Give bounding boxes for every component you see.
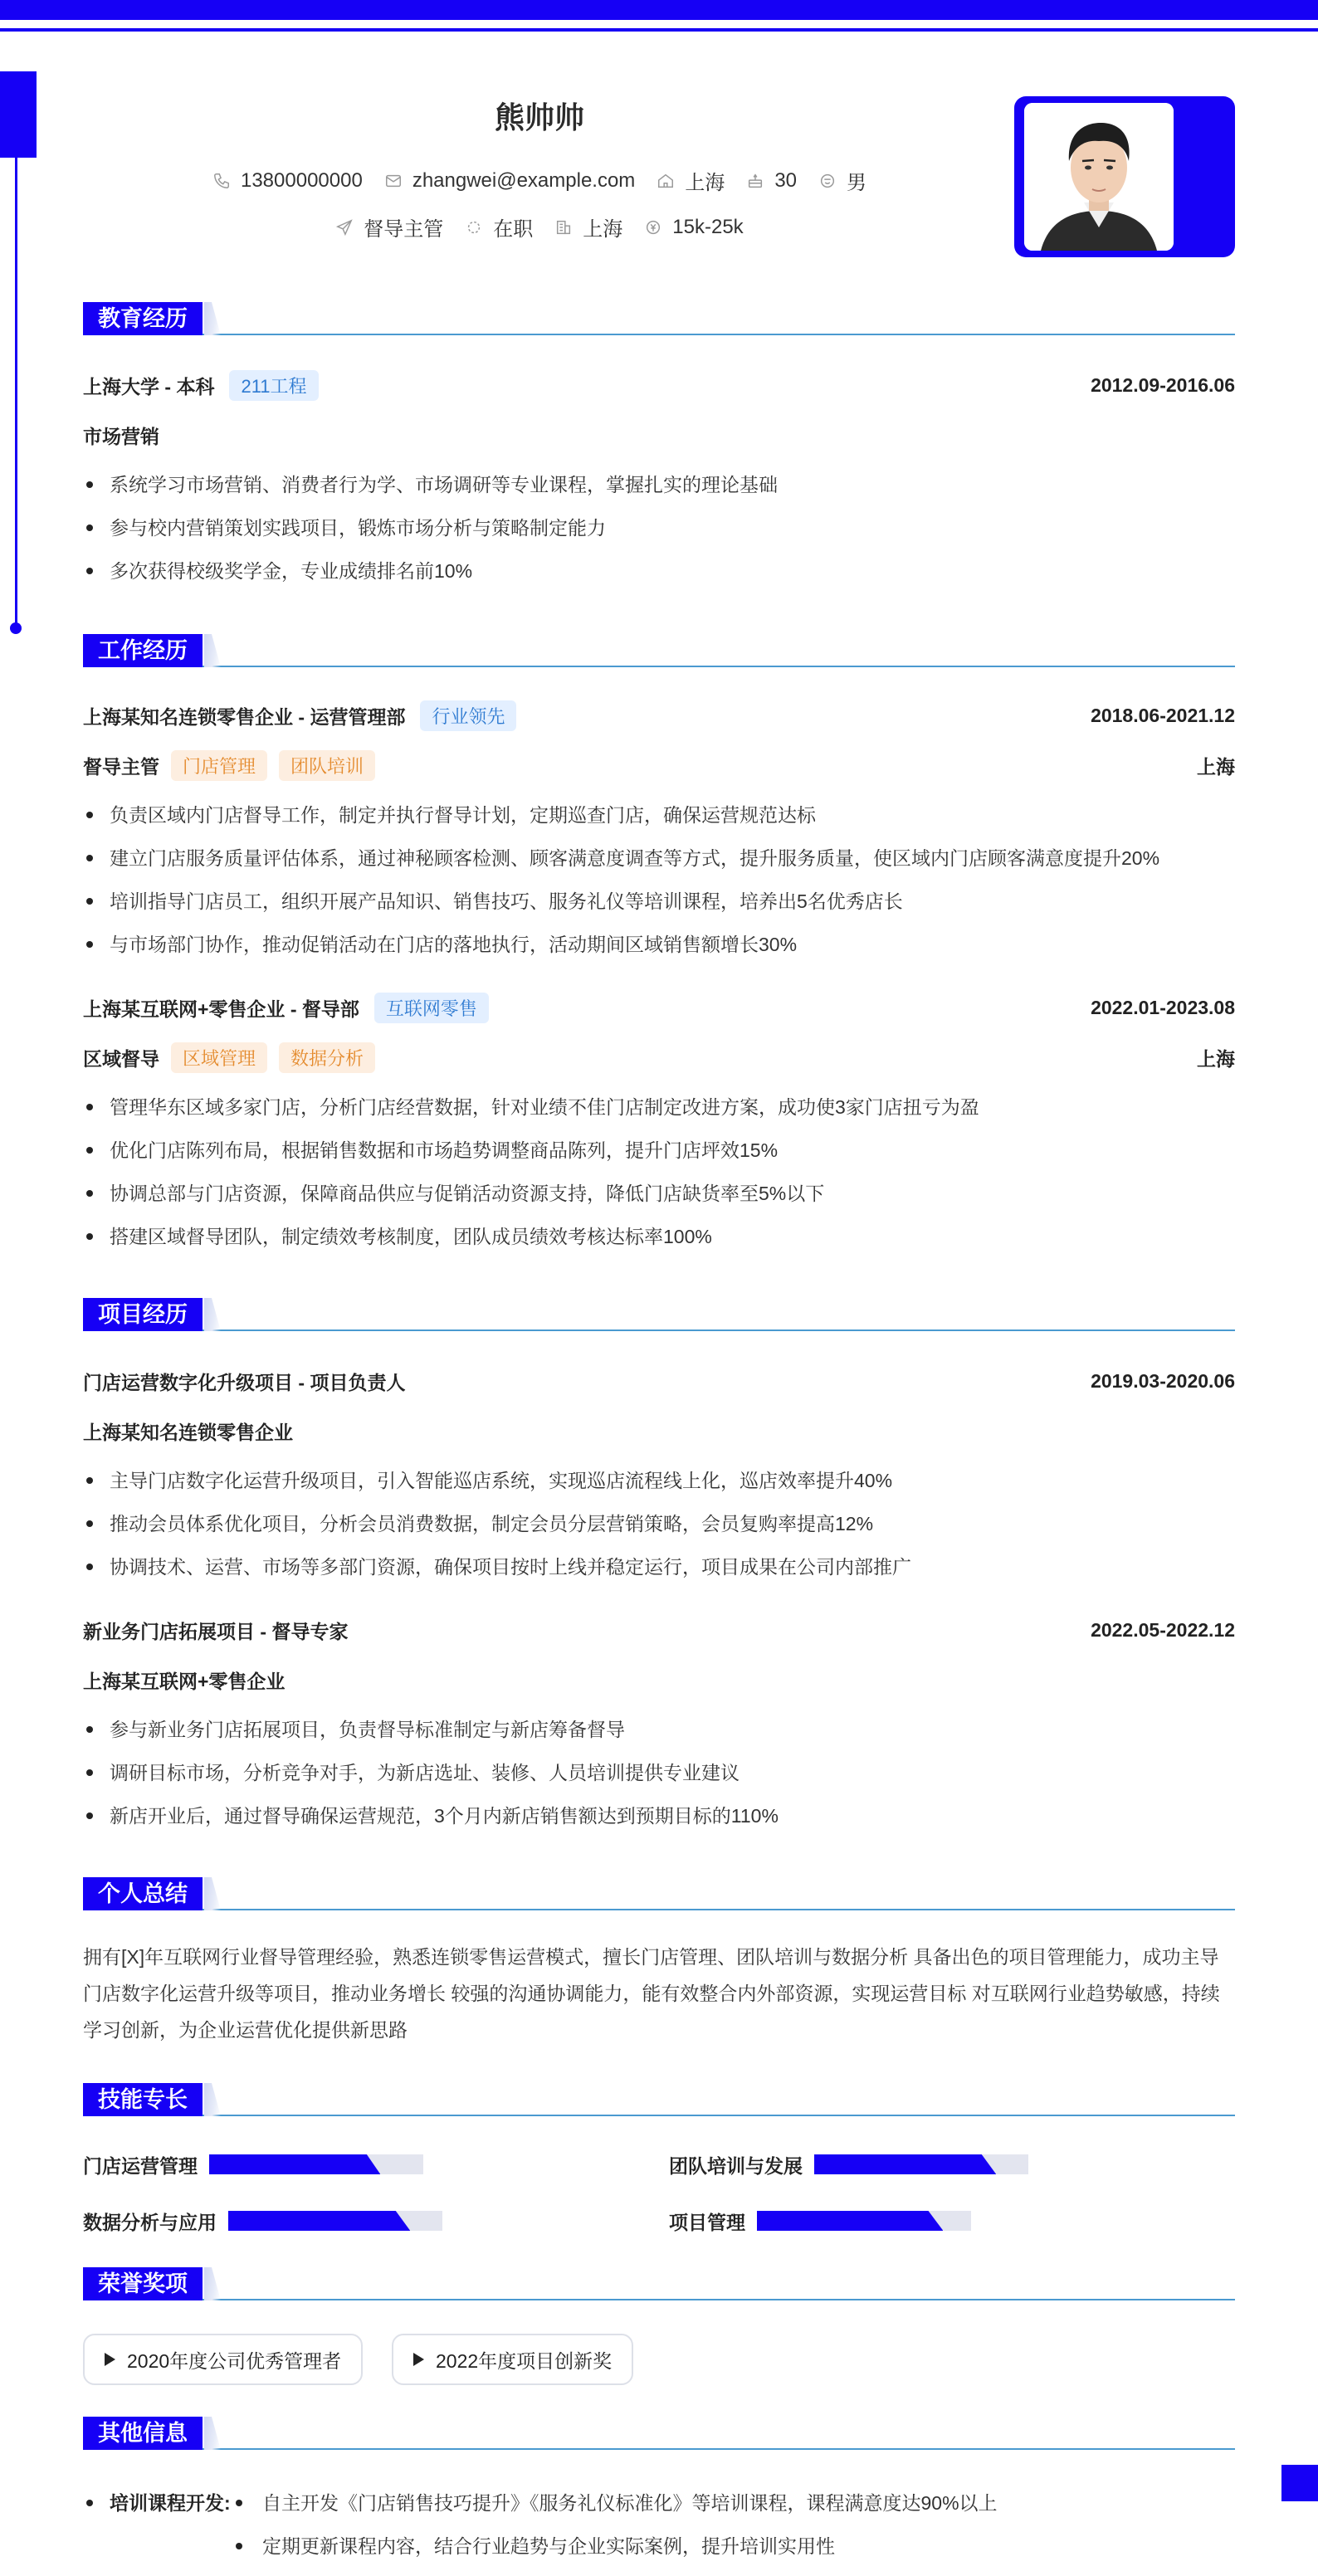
avatar	[1024, 103, 1174, 251]
award-chip	[83, 2334, 363, 2385]
project-org-row	[83, 1663, 1235, 1696]
skill-bar	[814, 2154, 1028, 2174]
play-icon	[105, 2353, 115, 2366]
skill-bar-fill	[209, 2154, 380, 2174]
education-date: 2012.09-2016.06	[1091, 373, 1235, 396]
list-item: 负责区域内门店督导工作，制定并执行督导计划，定期巡查门店，确保运营规范达标	[83, 793, 1235, 837]
status-text: 在职	[493, 218, 534, 241]
list-item: 新店开业后，通过督导确保运营规范，3个月内新店销售额达到预期目标的110%	[83, 1794, 1235, 1837]
top-accent-bar	[0, 0, 1318, 20]
skill-item	[83, 2204, 442, 2237]
building-icon	[554, 218, 573, 237]
city-item	[657, 166, 725, 195]
education-row	[83, 368, 1235, 402]
project-title-row	[83, 1613, 1235, 1647]
salary-item	[644, 216, 743, 239]
skill-bar-fill	[228, 2211, 410, 2231]
work-role-row	[83, 1041, 1235, 1074]
role-tag: 数据分析	[279, 1042, 375, 1073]
target-city-item	[554, 212, 622, 242]
position-item	[335, 212, 443, 242]
list-item: 搭建区域督导团队，制定绩效考核制度，团队成员绩效考核达标率100%	[83, 1215, 1235, 1258]
skill-item	[669, 2148, 1028, 2181]
work-date: 2022.01-2023.08	[1091, 996, 1235, 1018]
section-title: 教育经历	[83, 302, 203, 335]
company-badge: 互联网零售	[374, 993, 489, 1023]
age-text: 30	[774, 168, 798, 192]
section-education	[83, 302, 1235, 339]
work-bullets	[83, 1086, 1235, 1258]
age-item	[746, 169, 797, 193]
section-rule	[83, 2299, 1235, 2300]
section-title: 工作经历	[83, 634, 203, 667]
section-title: 其他信息	[83, 2417, 203, 2450]
award-label: 2022年度项目创新奖	[436, 2349, 613, 2372]
project-title-row	[83, 1364, 1235, 1398]
skill-bar	[209, 2154, 423, 2174]
list-item: 协调总部与门店资源，保障商品供应与促销活动资源支持，降低门店缺货率至5%以下	[83, 1172, 1235, 1215]
work-company-row	[83, 699, 1235, 732]
section-skills	[83, 2083, 1235, 2120]
list-item: 培训指导门店员工，组织开展产品知识、销售技巧、服务礼仪等培训课程，培养出5名优秀店长	[83, 880, 1235, 923]
company-name: 上海某知名连锁零售企业 - 运营管理部	[83, 705, 406, 728]
role-tag: 门店管理	[171, 750, 267, 781]
work-location: 上海	[1197, 1047, 1235, 1070]
major-name: 市场营销	[83, 425, 159, 447]
list-item: 主导门店数字化运营升级项目，引入智能巡店系统，实现巡店流程线上化，巡店效率提升40%	[83, 1459, 1235, 1502]
money-icon	[644, 218, 662, 237]
gender-text: 男	[847, 172, 867, 194]
photo-frame	[1014, 96, 1235, 257]
send-icon	[335, 218, 354, 237]
skill-label: 门店运营管理	[83, 2154, 198, 2177]
phone-item	[212, 169, 363, 193]
role-tag: 团队培训	[279, 750, 375, 781]
school-name: 上海大学 - 本科	[83, 375, 215, 398]
list-item: 与市场部门协作，推动促销活动在门店的落地执行，活动期间区域销售额增长30%	[83, 923, 1235, 966]
gender-icon	[818, 172, 837, 190]
candidate-name: 熊帅帅	[494, 100, 584, 134]
left-accent-block	[0, 71, 37, 158]
major-row	[83, 418, 1235, 451]
target-city-text: 上海	[583, 218, 623, 241]
list-item: 管理华东区域多家门店，分析门店经营数据，针对业绩不佳门店制定改进方案，成功使3家门店扭亏为盈	[83, 1086, 1235, 1129]
project-bullets	[83, 1459, 1235, 1588]
summary-text: 拥有[X]年互联网行业督导管理经验，熟悉连锁零售运营模式，擅长门店管理、团队培训与数据分析 具备出色的项目管理能力，成功主导门店数字化运营升级等项目，推动业务增长 较强的沟通协调能力，能有效整合内外部资源，实现运营目标 对互联网行业趋势敏感，持续学习创新，为企业运营优化提供新思路	[83, 1946, 1220, 2041]
section-rule	[83, 1909, 1235, 1910]
project-org: 上海某互联网+零售企业	[83, 1670, 286, 1692]
list-item: 建立门店服务质量评估体系，通过神秘顾客检测、顾客满意度调查等方式，提升服务质量，使区域内门店顾客满意度提升20%	[83, 837, 1235, 880]
cake-icon	[746, 172, 764, 190]
right-accent-block	[1281, 2465, 1318, 2501]
portrait-image	[1024, 103, 1174, 251]
award-chip	[392, 2334, 633, 2385]
section-rule	[83, 334, 1235, 335]
section-title-fade	[204, 2417, 221, 2450]
section-rule	[83, 666, 1235, 667]
list-item: 多次获得校级奖学金，专业成绩排名前10%	[83, 549, 1235, 593]
section-title: 技能专长	[83, 2083, 203, 2116]
mail-icon	[384, 172, 403, 190]
section-title-fade	[204, 1298, 221, 1331]
phone-icon	[212, 172, 231, 190]
school-badge: 211工程	[229, 370, 318, 401]
project-org-row	[83, 1414, 1235, 1447]
top-accent-line	[0, 28, 1318, 32]
section-project	[83, 1298, 1235, 1334]
status-icon	[465, 218, 483, 237]
work-date: 2018.06-2021.12	[1091, 704, 1235, 726]
skill-bar-fill	[757, 2211, 943, 2231]
skill-label: 数据分析与应用	[83, 2211, 217, 2233]
job-intent-row	[83, 212, 996, 242]
section-rule	[83, 2448, 1235, 2450]
left-timeline-dot	[10, 622, 22, 634]
company-badge: 行业领先	[420, 700, 516, 731]
section-title-fade	[204, 2267, 221, 2300]
project-date: 2022.05-2022.12	[1091, 1618, 1235, 1641]
list-item: 优化门店陈列布局，根据销售数据和市场趋势调整商品陈列，提升门店坪效15%	[83, 1129, 1235, 1172]
section-rule	[83, 1329, 1235, 1331]
role-tag: 区域管理	[171, 1042, 267, 1073]
work-bullets	[83, 793, 1235, 966]
list-item: 参与新业务门店拓展项目，负责督导标准制定与新店筹备督导	[83, 1708, 1235, 1751]
section-title: 个人总结	[83, 1877, 203, 1910]
award-label: 2020年度公司优秀管理者	[127, 2349, 342, 2372]
section-title-fade	[204, 302, 221, 335]
list-item: 调研目标市场，分析竞争对手，为新店选址、装修、人员培训提供专业建议	[83, 1751, 1235, 1794]
play-icon	[413, 2353, 424, 2366]
skill-bar	[757, 2211, 971, 2231]
position-text: 督导主管	[364, 218, 444, 241]
salary-text: 15k-25k	[672, 215, 744, 238]
status-item	[465, 212, 533, 242]
work-role-row	[83, 749, 1235, 782]
project-bullets	[83, 1708, 1235, 1837]
skill-item	[83, 2148, 423, 2181]
company-name: 上海某互联网+零售企业 - 督导部	[83, 998, 359, 1020]
email-text[interactable]: zhangwei@example.com	[412, 168, 636, 192]
other-info-list	[232, 2481, 998, 2568]
skill-bar	[228, 2211, 442, 2231]
section-title: 项目经历	[83, 1298, 203, 1331]
section-work	[83, 634, 1235, 671]
list-item: 系统学习市场营销、消费者行为学、市场调研等专业课程，掌握扎实的理论基础	[83, 463, 1235, 506]
skill-label: 团队培训与发展	[669, 2154, 803, 2177]
list-item: 协调技术、运营、市场等多部门资源，确保项目按时上线并稳定运行，项目成果在公司内部推广	[83, 1545, 1235, 1588]
gender-item	[818, 166, 866, 195]
skill-label: 项目管理	[669, 2211, 745, 2233]
list-item: 参与校内营销策划实践项目，锻炼市场分析与策略制定能力	[83, 506, 1235, 549]
list-item: 推动会员体系优化项目，分析会员消费数据，制定会员分层营销策略，会员复购率提高12%	[83, 1502, 1235, 1545]
list-item: 定期更新课程内容，结合行业趋势与企业实际案例，提升培训实用性	[232, 2525, 998, 2568]
work-company-row	[83, 991, 1235, 1024]
city-text: 上海	[685, 172, 725, 194]
home-icon	[657, 172, 675, 190]
section-title: 荣誉奖项	[83, 2267, 203, 2300]
education-bullets	[83, 463, 1235, 593]
other-info-label: 培训课程开发:	[83, 2481, 231, 2525]
project-date: 2019.03-2020.06	[1091, 1369, 1235, 1392]
project-org: 上海某知名连锁零售企业	[83, 1421, 293, 1443]
project-title: 门店运营数字化升级项目 - 项目负责人	[83, 1371, 406, 1393]
skill-item	[669, 2204, 971, 2237]
section-title-fade	[204, 634, 221, 667]
section-rule	[83, 2115, 1235, 2116]
skill-bar-fill	[814, 2154, 996, 2174]
section-other	[83, 2417, 1235, 2453]
left-timeline-line	[15, 158, 17, 627]
project-title: 新业务门店拓展项目 - 督导专家	[83, 1620, 349, 1642]
section-awards	[83, 2267, 1235, 2304]
role-name: 区域督导	[83, 1047, 159, 1070]
list-item: 自主开发《门店销售技巧提升》《服务礼仪标准化》等培训课程，课程满意度达90%以上	[232, 2481, 998, 2525]
section-summary	[83, 1877, 1235, 1914]
contact-row	[83, 166, 996, 195]
phone-text[interactable]: 13800000000	[240, 168, 363, 192]
section-title-fade	[204, 2083, 221, 2116]
work-location: 上海	[1197, 755, 1235, 778]
role-name: 督导主管	[83, 755, 159, 778]
section-title-fade	[204, 1877, 221, 1910]
email-item	[384, 169, 636, 193]
